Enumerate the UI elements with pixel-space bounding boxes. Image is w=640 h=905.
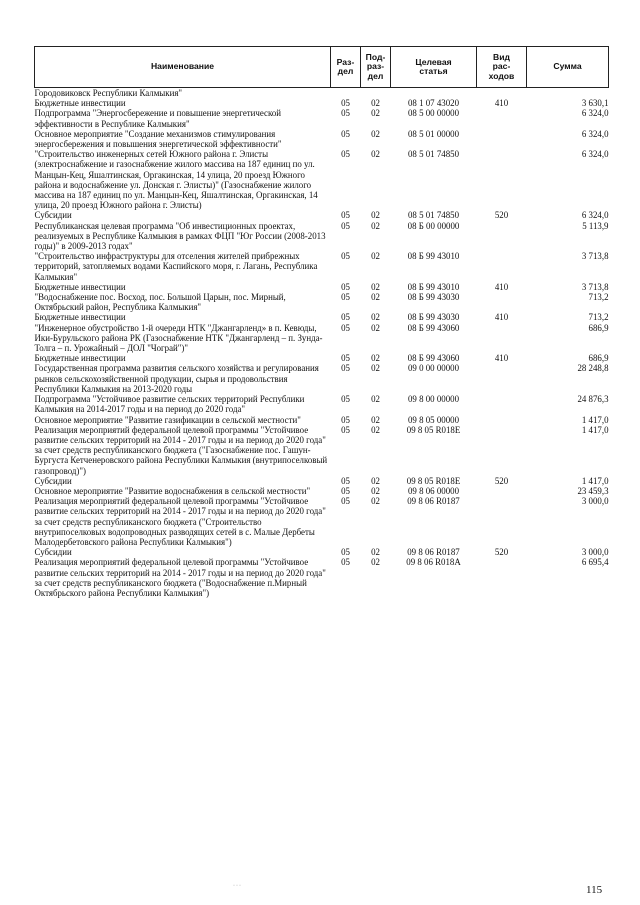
row-name: Подпрограмма "Устойчивое развитие сельских территорий Республики Калмыкия на 2014-2017 годы и на период до 2020 года" [34, 394, 305, 415]
row-summa: 3 713,8 [581, 281, 609, 292]
table-row [35, 88, 609, 99]
row-razdel: 05 [341, 292, 350, 303]
row-podrazdel: 02 [371, 210, 380, 221]
row-podrazdel [361, 88, 391, 99]
row-summa: 5 113,9 [582, 220, 609, 231]
table-row [35, 415, 609, 425]
row-podrazdel: 02 [371, 353, 380, 364]
budget-table [34, 46, 609, 598]
row-name: Реализация мероприятий федеральной целевой программы "Устойчивое развитие сельских территорий на 2014 - 2017 годы и на период до 2020 года" за счет средств республиканского бюджета ("Строительство внутрипоселковых водопроводных разводящих сетей в с. Малые Дербеты Малодербетовского района Республики Калмыкия") [34, 496, 326, 547]
row-summa: 6 324,0 [581, 108, 609, 119]
row-vid [477, 486, 527, 496]
row-name: "Строительство инфраструктуры для отселения жителей прибрежных территорий, затопляемых водами Каспийского моря, г. Лагань, Республика Калмыкия" [34, 251, 318, 282]
row-vid [477, 557, 527, 598]
row-vid [477, 415, 527, 425]
row-vid [477, 149, 527, 210]
row-celevaya: 09 8 05 00000 [407, 414, 460, 425]
row-razdel: 05 [341, 557, 350, 568]
row-vid [477, 425, 527, 476]
row-razdel: 05 [341, 363, 350, 374]
table-row [35, 363, 609, 394]
row-celevaya: 08 Б 99 43030 [407, 312, 460, 323]
row-vid: 410 [494, 353, 509, 364]
row-name: Субсидии [34, 210, 72, 221]
row-razdel [331, 88, 361, 99]
row-summa [527, 88, 609, 99]
row-celevaya: 08 Б 99 43010 [407, 281, 460, 292]
row-name: Основное мероприятие "Создание механизмов стимулирования энергосбережения и повышения энергетической эффективности" [34, 128, 282, 150]
row-podrazdel: 02 [371, 496, 380, 507]
row-vid [477, 323, 527, 354]
row-vid [477, 129, 527, 149]
row-celevaya: 08 Б 00 00000 [407, 220, 460, 231]
row-podrazdel: 02 [371, 251, 380, 262]
row-celevaya: 09 0 00 00000 [407, 363, 460, 374]
row-podrazdel: 02 [371, 363, 380, 374]
row-podrazdel: 02 [371, 220, 380, 231]
row-summa: 713,2 [588, 312, 609, 323]
row-summa: 1 417,0 [581, 475, 609, 486]
table-row [35, 221, 609, 252]
row-summa: 6 324,0 [581, 149, 609, 160]
header-summa: Сумма [527, 47, 609, 88]
row-name: Основное мероприятие "Развитие газификации в сельской местности" [34, 414, 301, 425]
table-row [35, 312, 609, 322]
table-row [35, 251, 609, 282]
row-podrazdel: 02 [371, 312, 380, 323]
header-razdel-text: Раз- дел [336, 56, 355, 76]
table-row [35, 486, 609, 496]
row-podrazdel: 02 [371, 98, 380, 109]
row-razdel: 05 [341, 108, 350, 119]
row-vid: 520 [494, 475, 509, 486]
scan-mark: ··· [233, 883, 242, 889]
table-row [35, 496, 609, 547]
row-celevaya: 08 Б 99 43060 [407, 353, 460, 364]
row-razdel: 05 [341, 220, 350, 231]
row-vid [477, 251, 527, 282]
row-name: Городовиковск Республики Калмыкия" [34, 88, 183, 98]
row-celevaya: 09 8 06 00000 [407, 485, 460, 496]
row-vid: 520 [494, 547, 509, 558]
row-vid [477, 363, 527, 394]
row-celevaya: 08 5 01 74850 [407, 210, 460, 221]
row-podrazdel: 02 [371, 485, 380, 496]
row-razdel: 05 [341, 414, 350, 425]
row-podrazdel: 02 [371, 108, 380, 119]
table-row [35, 108, 609, 128]
table-body [35, 88, 609, 599]
row-podrazdel: 02 [371, 557, 380, 568]
page-number: 115 [586, 884, 603, 896]
row-summa: 686,9 [588, 353, 609, 364]
row-podrazdel: 02 [371, 322, 380, 333]
row-name: Субсидии [34, 475, 72, 486]
row-celevaya: 09 8 06 R0187 [407, 547, 460, 558]
row-summa: 686,9 [588, 322, 609, 333]
table-row [35, 353, 609, 363]
row-name: Республиканская целевая программа "Об инвестиционных проектах, реализуемых в Республике Калмыкия в рамках ФЦП "Юг России (2008-2013 годы)" в 2009-2013 годах" [34, 220, 326, 252]
row-summa: 3 713,8 [581, 251, 609, 262]
row-podrazdel: 02 [371, 394, 380, 405]
header-celevaya-text: Целевая статья [415, 56, 452, 76]
row-razdel: 05 [341, 98, 350, 109]
row-celevaya: 09 8 06 R018A [406, 557, 461, 568]
row-vid [477, 496, 527, 547]
row-razdel: 05 [341, 547, 350, 558]
table-row [35, 394, 609, 414]
row-name: Бюджетные инвестиции [34, 353, 126, 364]
row-razdel: 05 [341, 475, 350, 486]
row-podrazdel: 02 [371, 424, 380, 435]
table-header [35, 47, 609, 88]
row-name: "Инженерное обустройство 1-й очереди НТК "Джангарленд» в п. Кевюды, Ики-Бурульского района РК (Газоснабжение НТК "Джангарленд – п. Зунда-Толга – п. Урожайный – ДОЛ "Чограй")" [34, 322, 323, 354]
table-row [35, 425, 609, 476]
header-podrazdel [361, 47, 391, 88]
row-celevaya: 08 1 07 43020 [407, 98, 460, 109]
row-name: Субсидии [34, 547, 72, 558]
row-vid: 410 [494, 98, 509, 109]
row-summa: 23 459,3 [577, 485, 609, 496]
table-row [35, 292, 609, 312]
row-razdel: 05 [341, 394, 350, 405]
row-razdel: 05 [341, 312, 350, 323]
row-summa: 6 695,4 [581, 557, 609, 568]
table-row [35, 98, 609, 108]
row-vid [477, 292, 527, 312]
row-vid [477, 221, 527, 252]
row-summa: 1 417,0 [581, 414, 609, 425]
table-row [35, 323, 609, 354]
header-celevaya [391, 47, 477, 88]
row-razdel: 05 [341, 496, 350, 507]
row-vid [477, 108, 527, 128]
row-summa: 1 417,0 [581, 424, 609, 435]
row-summa: 24 876,3 [577, 394, 609, 405]
table-row [35, 547, 609, 557]
header-name: Наименование [35, 47, 331, 88]
row-celevaya: 08 5 01 74850 [407, 149, 460, 160]
row-name: Подпрограмма "Энергосбережение и повышение энергетической эффективности в Республике Калмыкия" [34, 108, 282, 129]
row-vid: 410 [494, 312, 509, 323]
table-row [35, 557, 609, 598]
row-name: Основное мероприятие "Развитие водоснабжения в сельской местности" [34, 485, 311, 496]
row-podrazdel: 02 [371, 547, 380, 558]
row-podrazdel: 02 [371, 292, 380, 303]
row-name: Бюджетные инвестиции [34, 281, 126, 292]
row-razdel: 05 [341, 485, 350, 496]
row-name: "Строительство инженерных сетей Южного района г. Элисты (электроснабжение и газоснабжение жилого массива на 187 единиц по ул. Манцын-Кец, Яшалтинская, Оргакинская, 14 улица, 20 проезд Южного района и водоснабжение ул. Донская г. Элисты)" (Газоснабжение жилого массива на 187 единиц по ул. Манцын-Кец, Яшалтинская, Оргакинская, 14 улица, 20 проезд Южного района г. Элисты) [34, 149, 318, 211]
row-podrazdel: 02 [371, 128, 380, 139]
header-razdel [331, 47, 361, 88]
row-vid: 410 [494, 281, 509, 292]
row-name: "Водоснабжение пос. Восход, пос. Большой Царын, пос. Мирный, Октябрьский район, Республика Калмыкия" [34, 292, 286, 313]
row-name: Реализация мероприятий федеральной целевой программы "Устойчивое развитие сельских территорий на 2014 - 2017 годы и на период до 2020 года" за счет средств республиканского бюджета ("Газоснабжение пос. Гашун-Бургуста Кетченеровского района Республики Калмыкия (внутрипоселковый газопровод)") [34, 424, 328, 476]
table-row [35, 129, 609, 149]
table-row [35, 210, 609, 220]
row-summa: 6 324,0 [581, 128, 609, 139]
row-celevaya: 09 8 05 R018E [406, 475, 461, 486]
row-razdel: 05 [341, 128, 350, 139]
table-row [35, 476, 609, 486]
row-podrazdel: 02 [371, 475, 380, 486]
table-row [35, 149, 609, 210]
row-razdel: 05 [341, 149, 350, 160]
row-razdel: 05 [341, 322, 350, 333]
row-summa: 28 248,8 [577, 363, 609, 374]
row-celevaya: 08 Б 99 43010 [407, 251, 460, 262]
row-celevaya: 09 8 05 R018E [406, 424, 461, 435]
header-vid-text: Вид рас- ходов [488, 51, 515, 81]
row-name: Бюджетные инвестиции [34, 312, 126, 323]
row-podrazdel: 02 [371, 414, 380, 425]
row-celevaya: 08 5 00 00000 [407, 108, 460, 119]
row-vid [477, 394, 527, 414]
row-celevaya: 08 Б 99 43060 [407, 322, 460, 333]
header-vid [477, 47, 527, 88]
row-summa: 3 000,0 [581, 547, 609, 558]
row-summa: 3 000,0 [581, 496, 609, 507]
row-razdel: 05 [341, 210, 350, 221]
row-razdel: 05 [341, 281, 350, 292]
row-podrazdel: 02 [371, 281, 380, 292]
row-vid [477, 88, 527, 99]
row-razdel: 05 [341, 251, 350, 262]
row-podrazdel: 02 [371, 149, 380, 160]
row-celevaya: 08 Б 99 43030 [407, 292, 460, 303]
row-vid: 520 [494, 210, 509, 221]
row-celevaya: 08 5 01 00000 [407, 128, 460, 139]
row-razdel: 05 [341, 353, 350, 364]
row-summa: 3 630,1 [581, 98, 609, 109]
row-summa: 6 324,0 [581, 210, 609, 221]
row-summa: 713,2 [588, 292, 609, 303]
row-razdel: 05 [341, 424, 350, 435]
row-celevaya [391, 88, 477, 99]
header-podrazdel-text: Под- раз- дел [365, 51, 386, 81]
row-celevaya: 09 8 00 00000 [407, 394, 460, 405]
row-name: Бюджетные инвестиции [34, 98, 126, 109]
table-row [35, 282, 609, 292]
row-name: Государственная программа развития сельского хозяйства и регулирования рынков сельскохозяйственной продукции, сырья и продовольствия Республики Калмыкия на 2013-2020 годы [34, 363, 319, 394]
row-celevaya: 09 8 06 R0187 [407, 496, 460, 507]
row-name: Реализация мероприятий федеральной целевой программы "Устойчивое развитие сельских территорий на 2014 - 2017 годы и на период до 2020 года" за счет средств республиканского бюджета ("Водоснабжение п.Мирный Октябрьского района Республики Калмыкия") [34, 557, 326, 598]
